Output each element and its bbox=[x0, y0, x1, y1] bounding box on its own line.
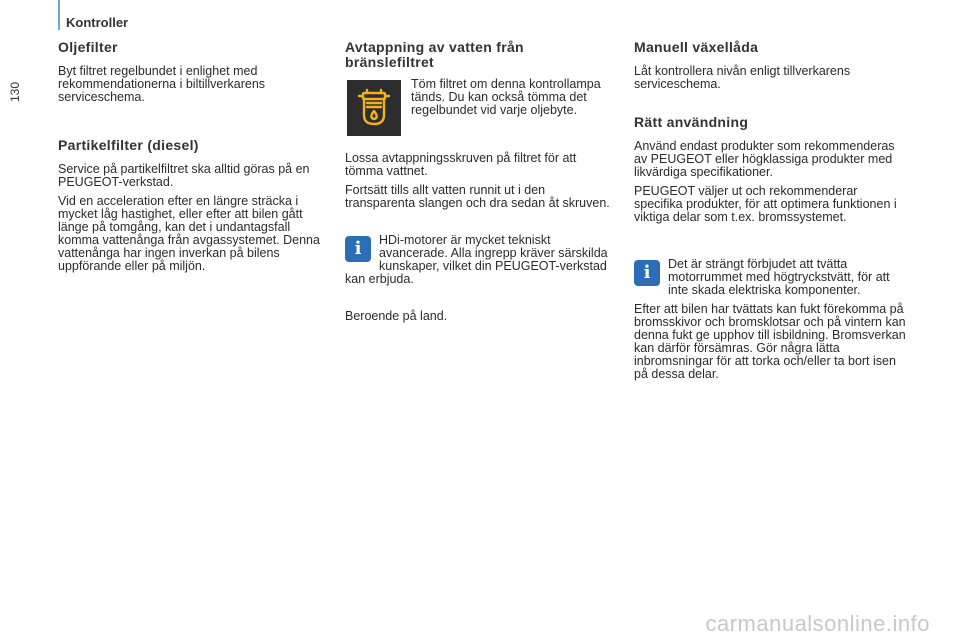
particle-filter-section bbox=[58, 138, 328, 273]
pressure-wash-info-text: Det är strängt förbjudet att tvätta motorrummet med högtryckstvätt, för att inte skada elektriska komponenter. bbox=[668, 257, 890, 297]
manual-gearbox-text: Låt kontrollera nivån enligt tillverkarens serviceschema. bbox=[634, 64, 851, 91]
column-right bbox=[634, 40, 906, 387]
correct-use-text-3: Efter att bilen har tvättats kan fukt förekomma på bromsskivor och bromsklotsar och på vintern kan denna fukt ge upphov till isbildning. Bromsverkan kan därför försämras. Gör några lätta inbromsningar för att torka och/eller ta bort isen på dessa delar. bbox=[634, 302, 906, 381]
section-title: Kontroller bbox=[66, 15, 129, 30]
manual-gearbox-section bbox=[634, 40, 906, 91]
water-drain-text-2: Fortsätt tills allt vatten runnit ut i den transparenta slangen och dra sedan åt skruven. bbox=[345, 183, 610, 210]
water-drain-text-1: Lossa avtappningsskruven på filtret för att tömma vattnet. bbox=[345, 151, 577, 178]
correct-use-heading: Rätt användning bbox=[634, 114, 749, 130]
manual-gearbox-heading: Manuell växellåda bbox=[634, 39, 759, 55]
column-middle bbox=[345, 40, 615, 329]
hdi-info-text: HDi-motorer är mycket tekniskt avancerade. Alla ingrepp kräver särskilda kunskaper, vilket din PEUGEOT-verkstad kan erbjuda. bbox=[345, 233, 608, 286]
info-icon: i bbox=[345, 236, 371, 262]
page-number: 130 bbox=[8, 81, 22, 102]
correct-use-section bbox=[634, 115, 906, 381]
site-watermark: carmanualsonline.info bbox=[705, 611, 930, 636]
particle-filter-text-1: Service på partikelfiltret ska alltid göras på en PEUGEOT-verkstad. bbox=[58, 162, 310, 189]
pressure-wash-info-note bbox=[634, 258, 906, 297]
warning-lamp-block bbox=[345, 78, 615, 140]
info-icon: i bbox=[634, 260, 660, 286]
water-drain-section bbox=[345, 40, 615, 323]
column-left bbox=[58, 40, 328, 279]
oil-filter-heading: Oljefilter bbox=[58, 39, 118, 55]
country-footnote: Beroende på land. bbox=[345, 309, 448, 323]
fuel-filter-water-icon bbox=[347, 80, 401, 136]
oil-filter-text: Byt filtret regelbundet i enlighet med rekommendationerna i biltillverkarens serviceschema. bbox=[58, 64, 266, 104]
oil-filter-section bbox=[58, 40, 328, 104]
hdi-info-note bbox=[345, 234, 615, 286]
particle-filter-heading: Partikelfilter (diesel) bbox=[58, 137, 199, 153]
particle-filter-text-2: Vid en acceleration efter en längre sträcka i mycket låg hastighet, eller efter att bilen gått länge på tomgång, kan det i undantagsfall komma vattenånga från avgassystemet. Denna vattenånga har ingen inverkan på bilens uppförande eller på miljön. bbox=[58, 194, 320, 273]
warning-lamp-text: Töm filtret om denna kontrollampa tänds. Du kan också tömma det regelbundet vid varje oljebyte. bbox=[411, 77, 601, 117]
section-accent-bar bbox=[58, 0, 60, 30]
correct-use-text-1: Använd endast produkter som rekommenderas av PEUGEOT eller högklassiga produkter med likvärdiga specifikationer. bbox=[634, 139, 895, 179]
correct-use-text-2: PEUGEOT väljer ut och rekommenderar specifika produkter, för att optimera funktionen i viktiga delar som t.ex. bromssystemet. bbox=[634, 184, 897, 224]
water-drain-heading: Avtappning av vatten från bränslefiltret bbox=[345, 39, 524, 70]
